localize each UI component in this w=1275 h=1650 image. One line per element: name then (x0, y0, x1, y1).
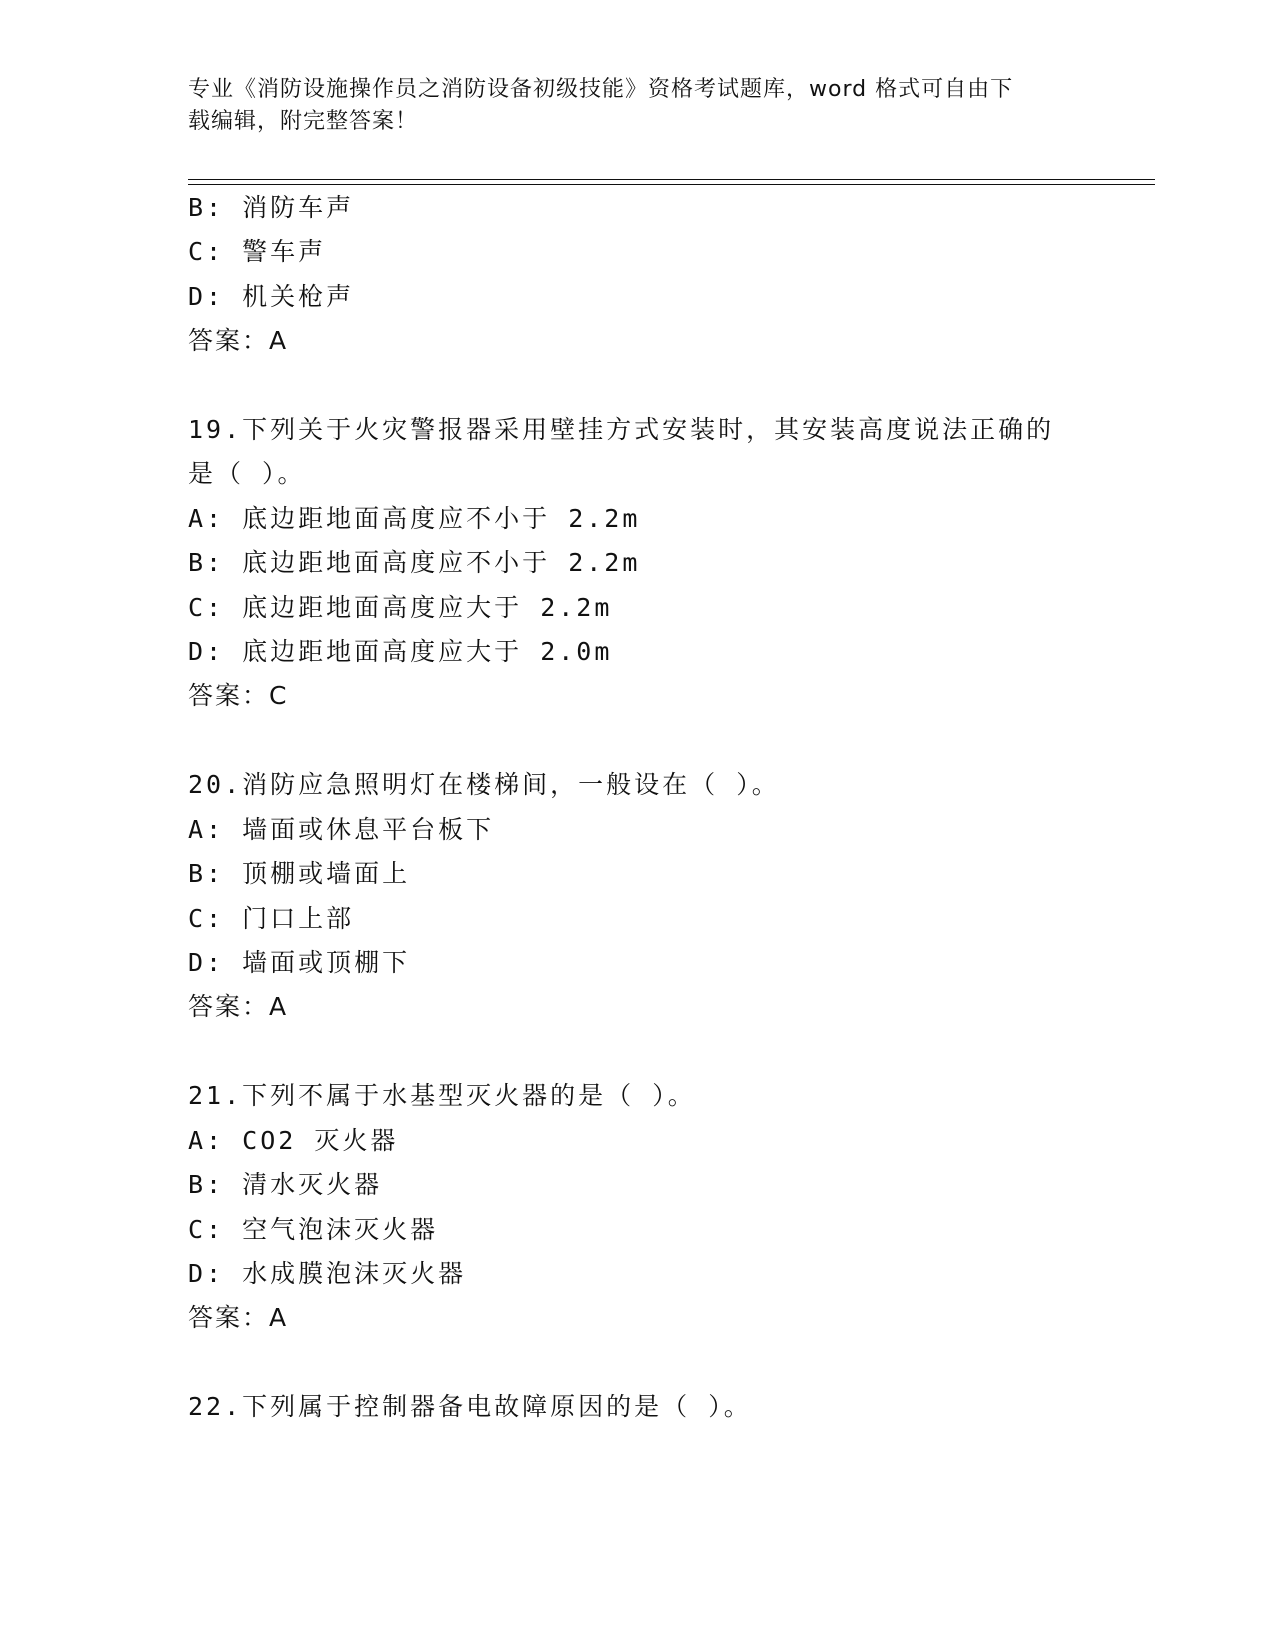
q19-option-a: A: 底边距地面高度应不小于 2.2m (188, 504, 641, 533)
q18-option-c: C: 警车声 (188, 237, 327, 266)
header-divider-top (188, 179, 1155, 180)
q21-stem: 21.下列不属于水基型灭火器的是（ ）。 (188, 1081, 696, 1110)
q19-option-c: C: 底边距地面高度应大于 2.2m (188, 593, 613, 622)
q20-option-a: A: 墙面或休息平台板下 (188, 815, 495, 844)
header-divider-bottom (188, 184, 1155, 185)
q21-option-d: D: 水成膜泡沫灭火器 (188, 1259, 467, 1288)
q19-option-b: B: 底边距地面高度应不小于 2.2m (188, 548, 641, 577)
q19-answer: 答案：C (188, 681, 289, 710)
q18-option-d: D: 机关枪声 (188, 282, 355, 311)
q20-answer: 答案：A (188, 992, 289, 1021)
header-line-1: 专业《消防设施操作员之消防设备初级技能》资格考试题库，word 格式可自由下 (188, 77, 1014, 102)
header-line-2: 载编辑，附完整答案！ (188, 109, 419, 134)
q19-stem-line-2: 是（ ）。 (188, 459, 306, 488)
q22-stem: 22.下列属于控制器备电故障原因的是（ ）。 (188, 1392, 752, 1421)
q21-option-b: B: 清水灭火器 (188, 1170, 383, 1199)
q20-stem: 20.消防应急照明灯在楼梯间，一般设在（ ）。 (188, 770, 780, 799)
q21-option-a: A: CO2 灭火器 (188, 1126, 399, 1155)
q21-option-c: C: 空气泡沫灭火器 (188, 1215, 439, 1244)
q20-option-b: B: 顶棚或墙面上 (188, 859, 411, 888)
q21-answer: 答案：A (188, 1303, 289, 1332)
q18-option-b: B: 消防车声 (188, 193, 355, 222)
q19-option-d: D: 底边距地面高度应大于 2.0m (188, 637, 613, 666)
document-header (188, 74, 1068, 138)
q20-option-d: D: 墙面或顶棚下 (188, 948, 411, 977)
q19-stem-line-1: 19.下列关于火灾警报器采用壁挂方式安装时，其安装高度说法正确的 (188, 415, 1055, 444)
q18-answer: 答案：A (188, 326, 289, 355)
q20-option-c: C: 门口上部 (188, 904, 355, 933)
